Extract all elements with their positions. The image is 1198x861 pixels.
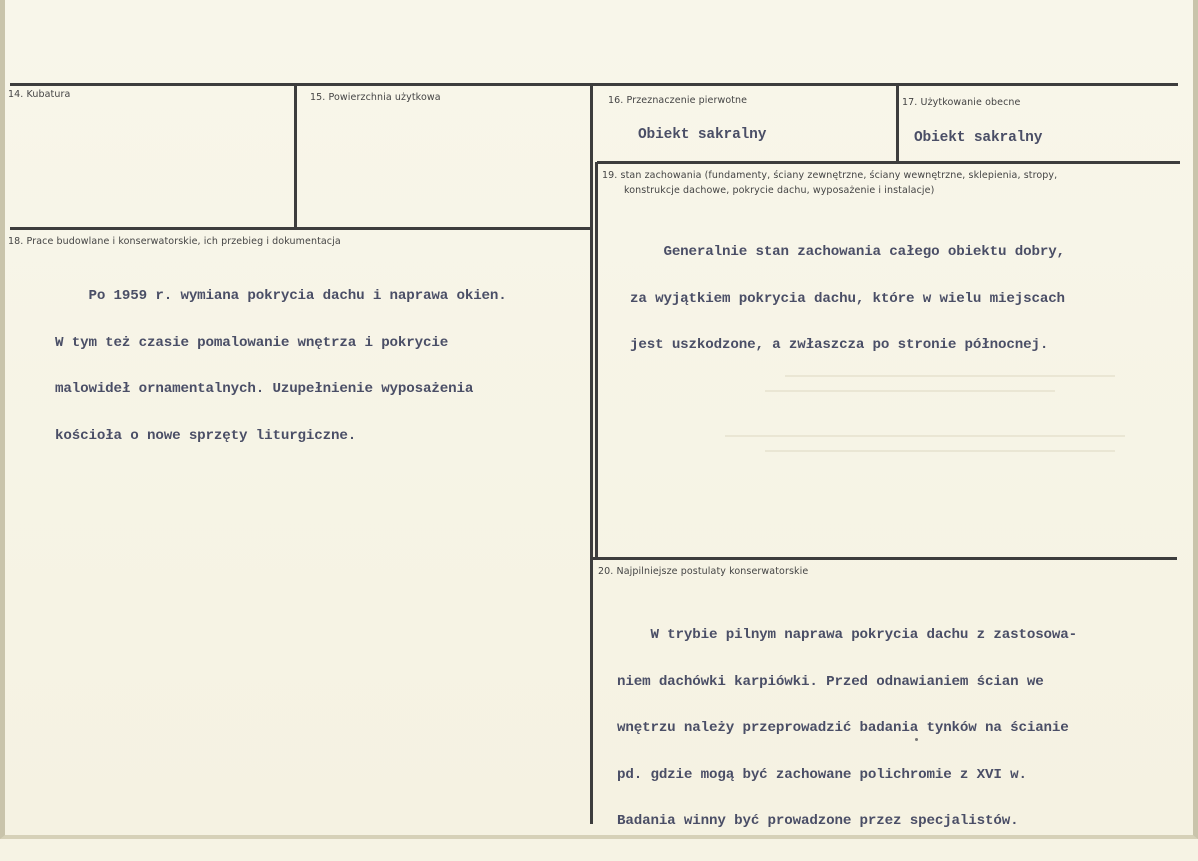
field-15-label: 15. Powierzchnia użytkowa [310,92,441,103]
divider-14-15 [294,84,297,229]
field-17-value: Obiekt sakralny [914,130,1043,146]
field-19-label-line2: konstrukcje dachowe, pokrycie dachu, wyposażenie i instalacje) [624,185,935,196]
faint-trace [765,390,1055,392]
field-14-label: 14. Kubatura [8,89,71,100]
field-19-line: jest uszkodzone, a zwłaszcza po stronie północnej. [630,337,1049,353]
field-16-value: Obiekt sakralny [638,127,767,143]
field-18-line: Po 1959 r. wymiana pokrycia dachu i naprawa okien. [55,288,507,304]
faint-trace [725,435,1125,437]
rule-above-20 [593,557,1177,560]
field-20-line: pd. gdzie mogą być zachowane polichromie z XVI w. [617,766,1027,783]
field-20-line: W trybie pilnym naprawa pokrycia dachu z zastosowa- [617,627,1078,643]
top-rule [10,83,1178,86]
field-20-text [617,597,1077,861]
field-18-line: W tym też czasie pomalowanie wnętrza i pokrycie [55,334,449,351]
field-19-line: za wyjątkiem pokrycia dachu, które w wielu miejscach [630,290,1065,307]
field-19-label-line1: 19. stan zachowania (fundamenty, ściany zewnętrzne, ściany wewnętrzne, sklepienia, stropy, [602,170,1058,181]
field-19-text [630,214,1065,385]
field-17-label: 17. Użytkowanie obecne [902,97,1021,108]
field-20-line: niem dachówki karpiówki. Przed odnawianiem ścian we [617,673,1044,690]
divider-19-left [595,162,598,558]
field-19-line: Generalnie stan zachowania całego obiektu dobry, [630,244,1065,260]
field-18-line: kościoła o nowe sprzęty liturgiczne. [55,427,357,444]
divider-16-17 [896,86,899,162]
field-20-line: wnętrzu należy przeprowadzić badania tynków na ścianie [617,720,1069,736]
rule-below-14-15 [10,227,593,230]
field-18-text [55,258,507,475]
rule-below-16-17 [597,161,1180,164]
divider-left-right [590,84,593,824]
field-18-line: malowideł ornamentalnych. Uzupełnienie wyposażenia [55,381,474,397]
faint-trace [765,450,1115,452]
field-20-line: Badania winny być prowadzone przez specjalistów. [617,813,1019,829]
field-20-label: 20. Najpilniejsze postulaty konserwatorskie [598,566,809,577]
field-18-label: 18. Prace budowlane i konserwatorskie, ich przebieg i dokumentacja [8,236,341,247]
field-16-label: 16. Przeznaczenie pierwotne [608,95,748,106]
